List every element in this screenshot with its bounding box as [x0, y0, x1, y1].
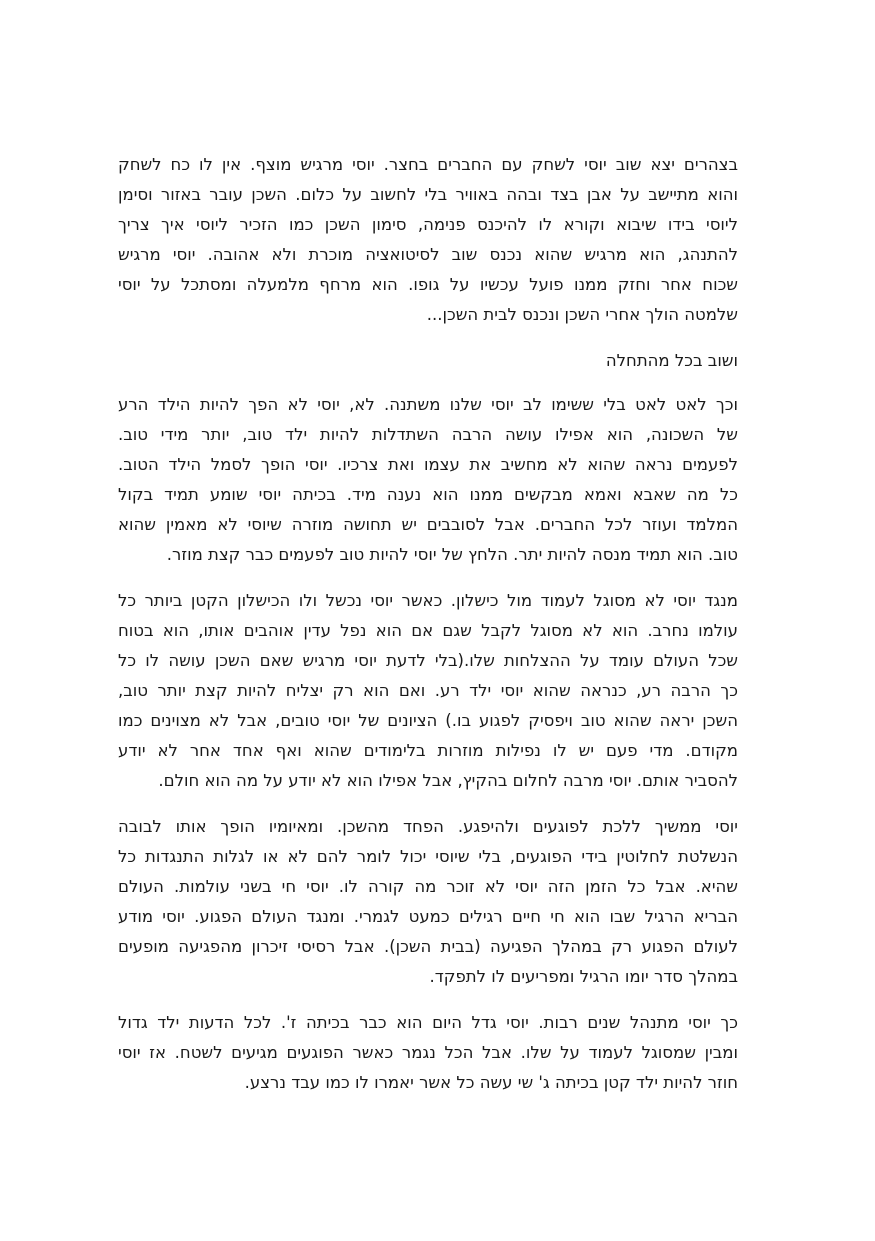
text-line: טוב. הוא תמיד מנסה להיות יתר. הלחץ של יוסי להיות טוב לפעמים כבר קצת מוזר. [166, 545, 738, 564]
text-line: והוא מתיישב על אבן בצד ובהה באוויר בלי לחשוב על כלום. השכן עובר באזור וסימן [118, 185, 738, 204]
text-line: לפעמים נראה שהוא לא מחשיב את עצמו ואת צרכיו. יוסי הופך לסמל הילד הטוב. [118, 455, 738, 474]
text-line: המלמד ועוזר לכל החברים. אבל לסובבים יש תחושה מוזרה שיוסי לא מאמין שהוא [118, 515, 738, 534]
document-page [118, 150, 738, 1114]
text-line: וכך לאט לאט בלי ששימו לב יוסי שלנו משתנה. לא, יוסי לא הפך להיות הילד הרע [118, 395, 738, 414]
text-line: עולמו נחרב. הוא לא מסוגל לקבל שגם אם הוא נפל עדין אוהבים אותו, הוא בטוח [118, 621, 738, 640]
text-line: חוזר להיות ילד קטן בכיתה ג' שי עשה כל אשר יאמרו לו כמו עבד נרצע. [244, 1073, 738, 1092]
text-line: במהלך סדר יומו הרגיל ומפריעים לו לתפקד. [429, 967, 738, 986]
text-line: שכל העולם עומד על ההצלחות שלו.(בלי לדעת יוסי מרגיש שאם השכן עושה לו כל [118, 651, 738, 670]
text-line: לעולם הפגוע רק במהלך הפגיעה (בבית השכן). אבל רסיסי זיכרון מהפגיעה מופעים [118, 937, 738, 956]
text-line: כל מה שאבא ואמא מבקשים ממנו הוא נענה מיד. בכיתה יוסי שומע תמיד בקול [118, 485, 738, 504]
text-line: כך יוסי מתנהל שנים רבות. יוסי גדל היום הוא כבר בכיתה ז'. לכל הדעות ילד גדול [118, 1013, 738, 1032]
text-line: הבריא הרגיל שבו הוא חי חיים רגילים כמעט לגמרי. ומנגד העולם הפגוע. יוסי מודע [118, 907, 738, 926]
text-line: השכן יראה שהוא טוב ויפסיק לפגוע בו.) הציונים של יוסי טובים, אבל לא מצוינים כמו [118, 711, 738, 730]
text-line: מקודם. מדי פעם יש לו נפילות מוזרות בלימודים שהוא ואף אחד אחר לא יודע [118, 741, 738, 760]
text-line: שהיא. אבל כל הזמן הזה יוסי לא זוכר מה קורה לו. יוסי חי בשני עולמות. העולם [118, 877, 738, 896]
paragraph-3 [118, 586, 738, 796]
text-line: להסביר אותם. יוסי מרבה לחלום בהקיץ, אבל אפילו הוא לא יודע על מה הוא חולם. [158, 771, 738, 790]
text-line: של השכונה, הוא אפילו עושה הרבה השתדלות להיות ילד טוב, יותר מידי טוב. [118, 425, 738, 444]
text-line: הנשלטת לחלוטין בידי הפוגעים, בלי שיוסי יכול לומר להם לא או לגלות התנגדות כל [118, 847, 738, 866]
heading-text: ושוב בכל מהתחלה [605, 351, 738, 370]
text-line: שכוח אחר וחזק ממנו פועל עכשיו על גופו. הוא מרחף מלמעלה ומסתכל על יוסי [118, 275, 738, 294]
paragraph-5 [118, 1008, 738, 1098]
section-heading [118, 346, 738, 376]
text-line: כך הרבה רע, כנראה שהוא יוסי ילד רע. ואם הוא רק יצליח להיות קצת יותר טוב, [118, 681, 738, 700]
paragraph-2 [118, 390, 738, 570]
text-line: מנגד יוסי לא מסוגל לעמוד מול כישלון. כאשר יוסי נכשל ולו הכישלון הקטן ביותר כל [118, 591, 738, 610]
text-line: להתנהג, הוא מרגיש שהוא נכנס שוב לסיטואציה מוכרת ולא אהובה. יוסי מרגיש [118, 245, 738, 264]
text-line: יוסי ממשיך ללכת לפוגעים ולהיפגע. הפחד מהשכן. ומאיומיו הופך אותו לבובה [118, 817, 738, 836]
paragraph-4 [118, 812, 738, 992]
text-line: שלמטה הולך אחרי השכן ונכנס לבית השכן... [426, 305, 738, 324]
paragraph-1 [118, 150, 738, 330]
text-line: ליוסי בידו שיבוא וקורא לו להיכנס פנימה, סימון השכן כמו הזכיר ליוסי איך צריך [118, 215, 738, 234]
text-line: בצהרים יצא שוב יוסי לשחק עם החברים בחצר. יוסי מרגיש מוצף. אין לו כח לשחק [118, 155, 738, 174]
text-line: ומבין שמסוגל לעמוד על שלו. אבל הכל נגמר כאשר הפוגעים מגיעים לשטח. אז יוסי [118, 1043, 738, 1062]
